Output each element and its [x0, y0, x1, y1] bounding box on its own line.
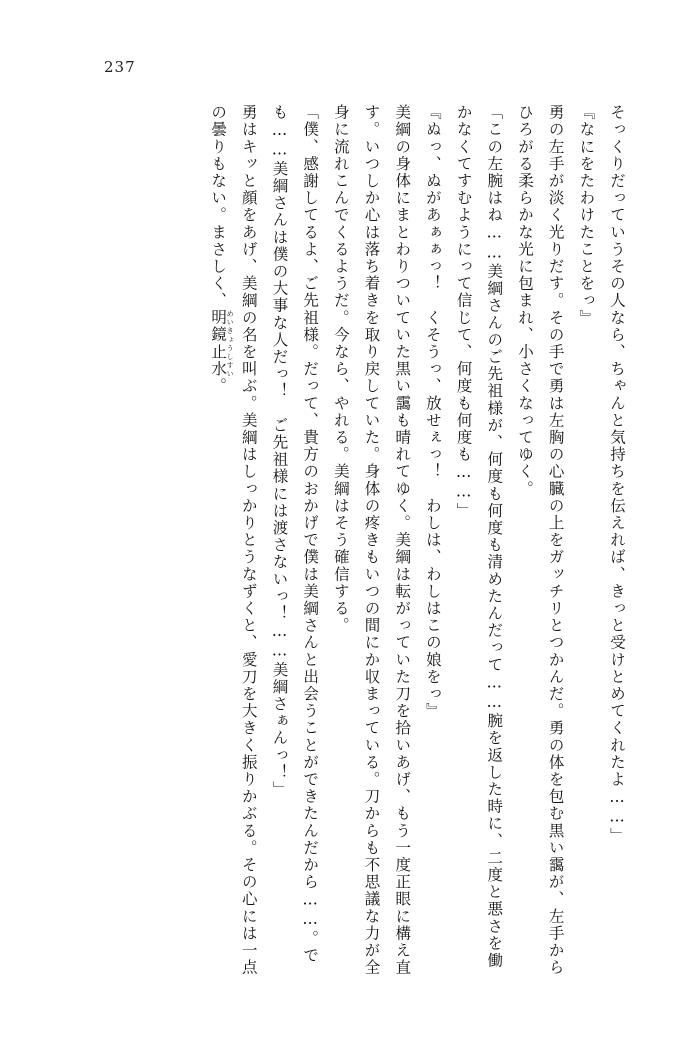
page-body: [72, 104, 632, 984]
paragraph: 『ぬっ、ぬがあぁぁっ！ くそうっ、放せぇっ！ わしは、わしはこの娘をっ』: [423, 104, 442, 720]
ruby-annotation: 明鏡止水 めいきょうしすい: [209, 309, 235, 378]
paragraph: 美綱の身体にまとわりついていた黒い靄も晴れてゆく。美綱は転がっていた刀を拾いあげ、もう一度正眼に構え直す。いつしか心は落ち着きを取り戻していた。身体の疼きもいつの間にか収まっている。刀からも不思議な力が全身に流れこんでくるようだ。今なら、やれる。美綱はそう確信する。: [331, 104, 412, 977]
page-number: 237: [104, 58, 136, 76]
paragraph: 勇の左手が淡く光りだす。その手で勇は左胸の心臓の上をガッチリとつかんだ。勇の体を包む黒い靄が、左手からひろがる柔らかな光に包まれ、小さくなってゆく。: [515, 104, 565, 977]
paragraph: 『なにをたわけたことをっ』: [577, 104, 596, 327]
paragraph-final: [202, 104, 263, 984]
paragraph: そっくりだっていうその人なら、ちゃんと気持ちを伝えれば、きっと受けとめてくれたよ……」: [608, 104, 626, 845]
paragraph: 「この左腕はね……美綱さんのご先祖様が、何度も何度も清めたんだって……腕を返した時に、二度と悪さを働かなくてすむようにって信じて、何度も何度も……」: [454, 104, 504, 969]
paragraph: 「僕、感謝してるよ、ご先祖様。だって、貴方のおかげで僕は美綱さんと出会うことができたんだから……。でも……美綱さんは僕の大事な人だっ！ ご先祖様には渡さないっ！……美綱さぁんっ！」: [270, 104, 320, 964]
paragraph-final-text: 勇はキッと顔をあげ、美綱の名を叫ぶ。美綱はしっかりとうなずくと、愛刀を大きく振りかぶる。その心には一点の曇りもない。まさしく、明鏡止水 めいきょうしすい。: [209, 104, 258, 977]
